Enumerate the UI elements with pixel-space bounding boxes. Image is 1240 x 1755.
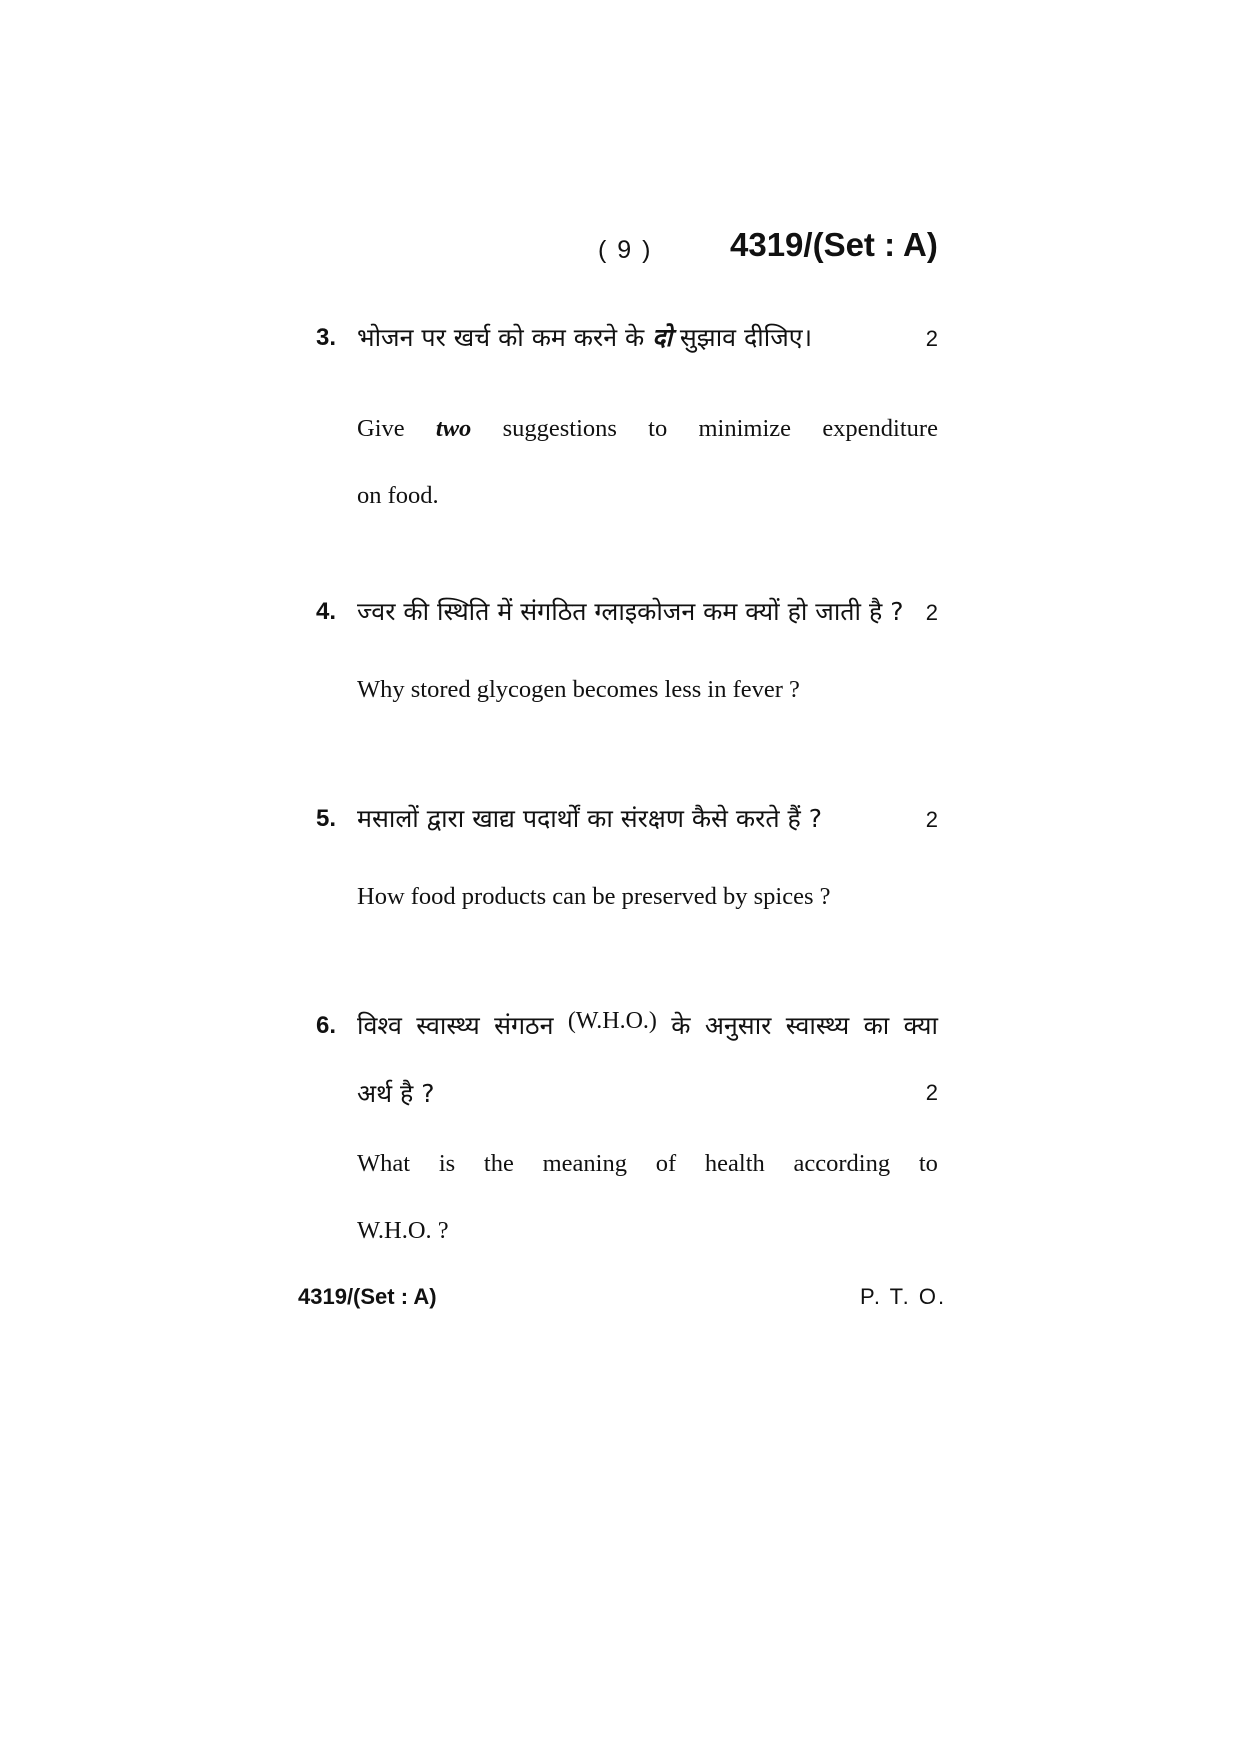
word: क्या <box>903 1011 938 1040</box>
emphasis-word: two <box>435 415 472 442</box>
word: according <box>793 1150 891 1177</box>
word: What <box>357 1150 411 1177</box>
word: (W.H.O.) <box>567 1008 657 1034</box>
word: Give <box>357 415 405 442</box>
question-number: 3. <box>316 324 337 351</box>
question-hindi-text: ज्वर की स्थिति में संगठित ग्लाइकोजन कम क्यों हो जाती है ? <box>357 597 904 626</box>
page-number: ( 9 ) <box>598 236 653 264</box>
question-english-line-2: W.H.O. ? <box>357 1217 449 1244</box>
word: के <box>671 1011 691 1040</box>
word: संगठन <box>494 1011 554 1040</box>
word: का <box>863 1011 890 1040</box>
question-marks: 2 <box>925 1080 938 1105</box>
word: health <box>704 1150 765 1177</box>
word: suggestions <box>502 415 617 442</box>
question-marks: 2 <box>925 600 938 625</box>
question-number: 5. <box>316 805 337 832</box>
word: meaning <box>542 1150 627 1177</box>
question-english-text: Why stored glycogen becomes less in fever ? <box>357 676 800 703</box>
question-english-text: How food products can be preserved by spices ? <box>357 883 831 910</box>
word: स्वास्थ्य <box>416 1011 480 1040</box>
question-hindi-text: मसालों द्वारा खाद्य पदार्थों का संरक्षण कैसे करते हैं ? <box>357 804 823 833</box>
question-number: 6. <box>316 1012 337 1039</box>
question-english-line-2: on food. <box>357 482 439 509</box>
word: to <box>918 1150 938 1177</box>
word: स्वास्थ्य <box>785 1011 850 1040</box>
word: to <box>648 415 668 442</box>
paper-code-header: 4319/(Set : A) <box>730 226 938 263</box>
question-hindi-line-1 <box>357 1008 938 1042</box>
word: expenditure <box>822 415 938 442</box>
word: the <box>483 1150 514 1177</box>
question-marks: 2 <box>925 326 938 351</box>
question-english-line-1 <box>357 1150 938 1178</box>
word: is <box>438 1150 456 1177</box>
word: अनुसार <box>704 1011 772 1040</box>
hindi-text-part: भोजन पर खर्च को कम करने के <box>357 323 653 352</box>
word: विश्व <box>357 1011 402 1040</box>
question-number: 4. <box>316 598 337 625</box>
question-hindi-line-2: अर्थ है ? <box>357 1079 435 1108</box>
word: minimize <box>698 415 792 442</box>
question-hindi-text <box>357 320 812 354</box>
paper-code-footer: 4319/(Set : A) <box>298 1284 437 1309</box>
hindi-text-part: सुझाव दीजिए। <box>671 323 813 352</box>
question-english-line-1 <box>357 415 938 443</box>
pto-label: P. T. O. <box>860 1284 947 1309</box>
hindi-emphasis: दो <box>652 323 672 352</box>
question-marks: 2 <box>925 807 938 832</box>
word: of <box>655 1150 677 1177</box>
